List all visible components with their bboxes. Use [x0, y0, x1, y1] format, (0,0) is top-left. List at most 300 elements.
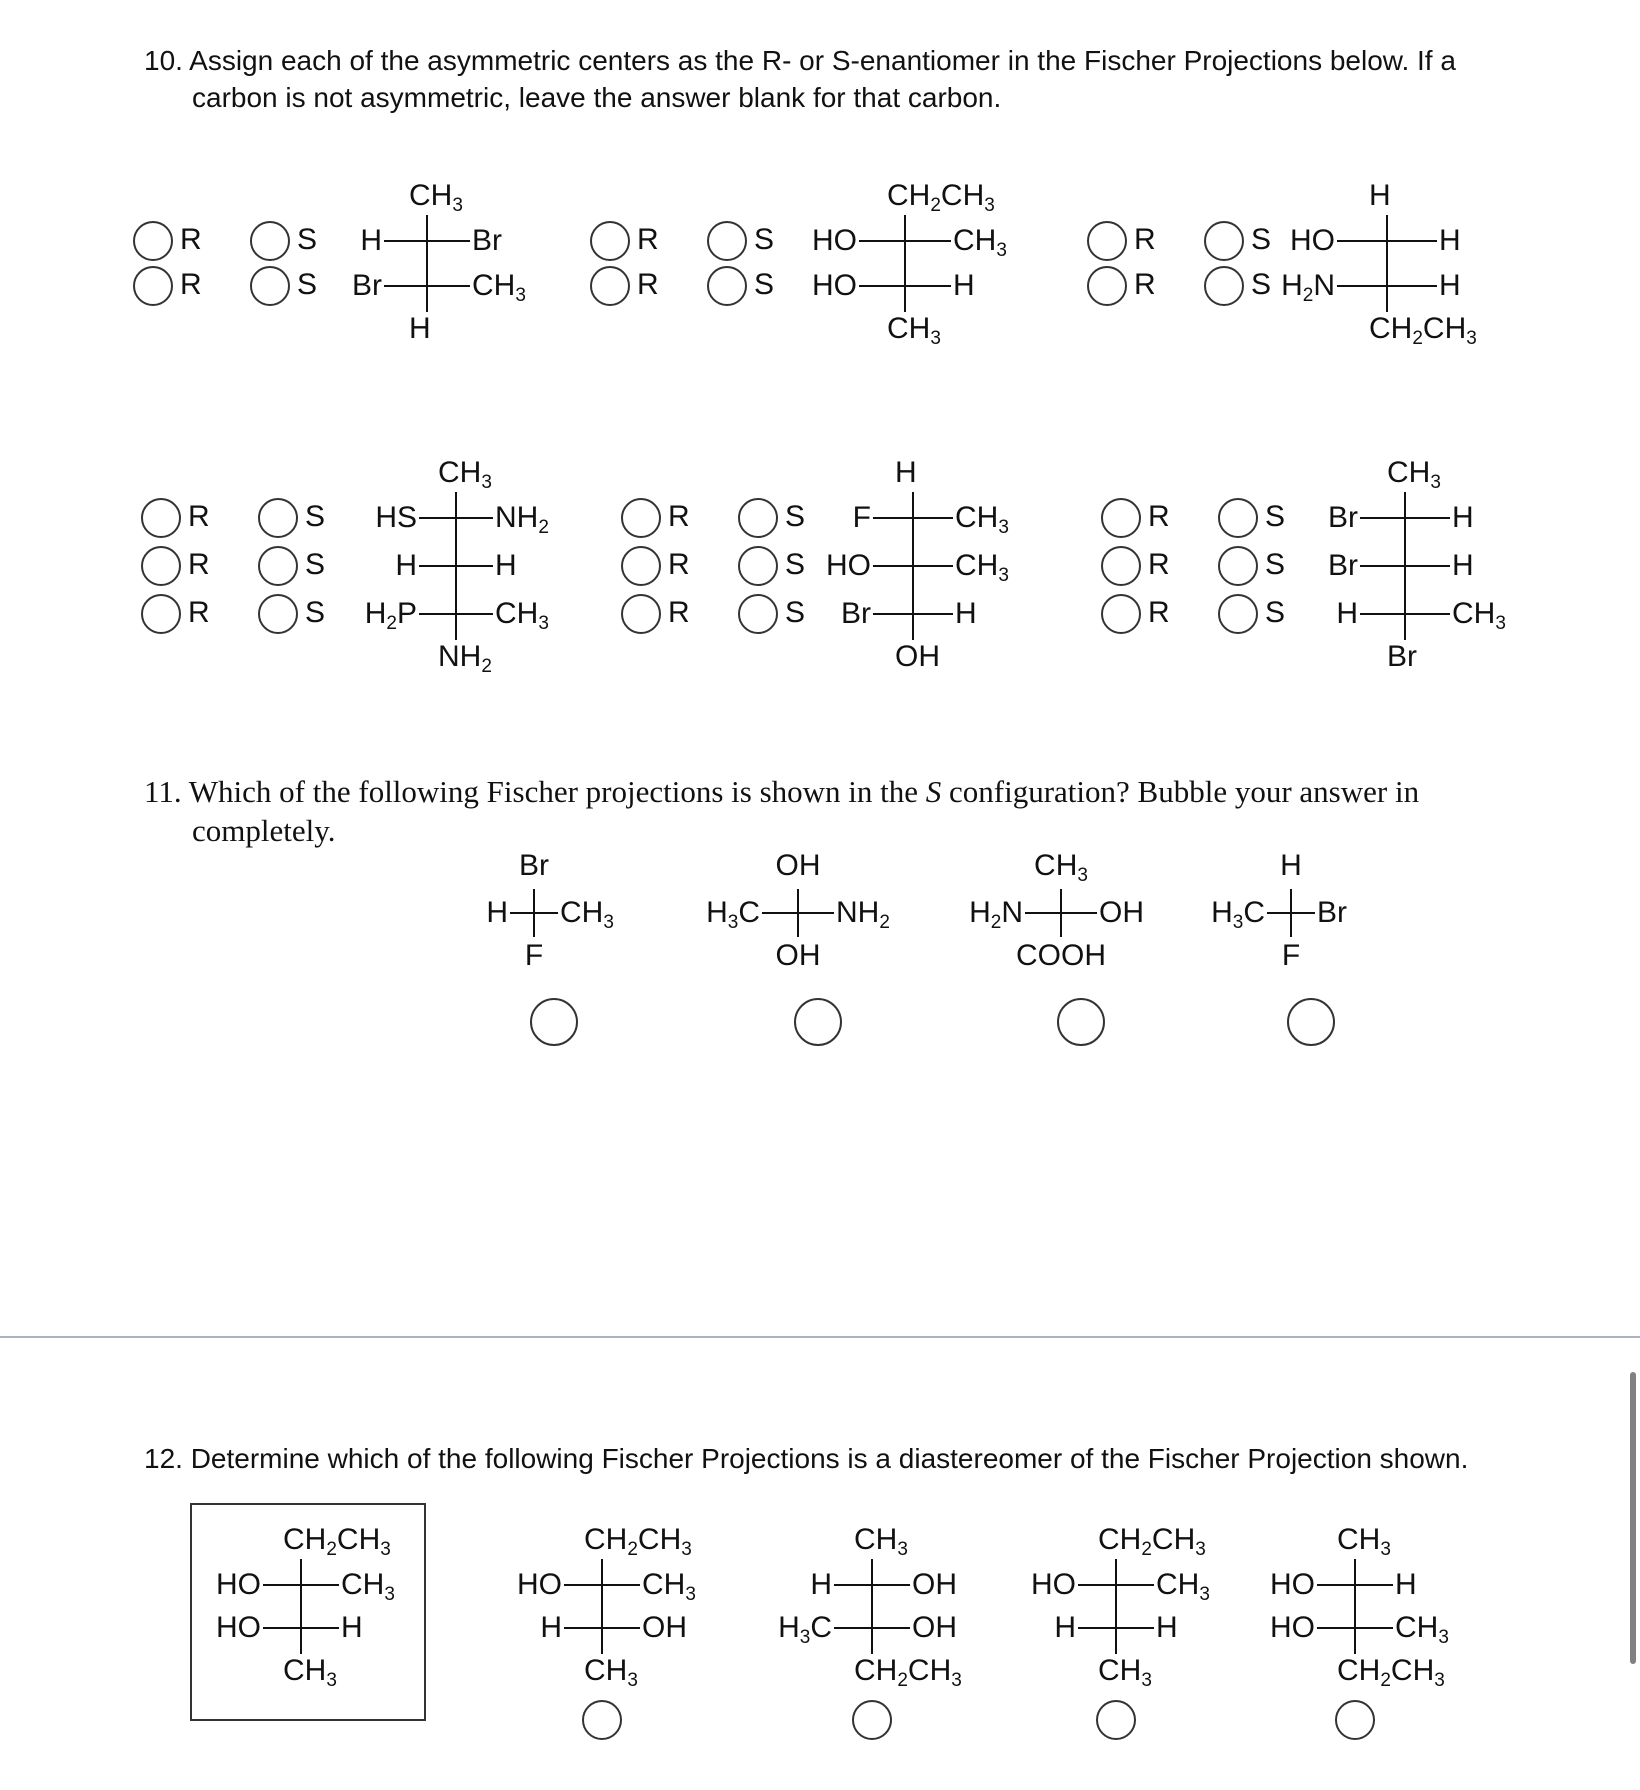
- left-group: HO: [1290, 224, 1335, 257]
- right-group: [1439, 226, 1461, 256]
- right-group: [953, 224, 1007, 261]
- bottom-group: [887, 312, 941, 349]
- subscript: 2: [326, 1539, 337, 1560]
- formula-part: NH: [495, 501, 539, 534]
- question-12-prompt: 12. Determine which of the following Fischer Projections is a diastereomer of the Fischer Projection shown.: [144, 1443, 1469, 1474]
- left-group: HO: [1270, 1568, 1315, 1601]
- horizontal-bond: [263, 1584, 339, 1586]
- q11-answer-bubble-1[interactable]: [530, 998, 578, 1046]
- option-r-label: R: [180, 223, 202, 256]
- formula-part: H: [955, 597, 977, 630]
- top-group: [854, 1523, 908, 1560]
- horizontal-bond: [1317, 1627, 1393, 1629]
- question-11-line-1-end: configuration? Bubble your answer in: [941, 774, 1420, 809]
- bottom-group: [584, 1654, 638, 1691]
- option-r-bubble[interactable]: [621, 546, 661, 586]
- subscript: 3: [380, 1539, 391, 1560]
- option-s-bubble[interactable]: [258, 498, 298, 538]
- left-group: HS: [375, 501, 417, 534]
- formula-part: H: [1281, 269, 1303, 302]
- left-group: HO: [517, 1568, 562, 1601]
- subscript: 2: [1141, 1539, 1152, 1560]
- subscript: 2: [930, 195, 941, 216]
- formula-part: CH: [1337, 1654, 1381, 1687]
- option-r-label: R: [180, 268, 202, 301]
- subscript: 3: [1380, 1539, 1391, 1560]
- right-group: [495, 551, 517, 581]
- subscript: 3: [998, 565, 1009, 586]
- top-group: [438, 456, 492, 493]
- left-group: H: [486, 896, 508, 929]
- option-s-bubble[interactable]: [1218, 594, 1258, 634]
- option-r-label: R: [668, 548, 690, 581]
- formula-part: CH: [283, 1523, 327, 1556]
- formula-part: N: [1313, 269, 1335, 302]
- formula-part: NH: [438, 640, 482, 673]
- top-group: [409, 179, 463, 216]
- right-group: [955, 501, 1009, 538]
- left-group: HO: [1270, 1611, 1315, 1644]
- formula-part: Br: [1317, 896, 1347, 929]
- option-s-label: S: [1265, 500, 1286, 533]
- subscript: 2: [1412, 328, 1423, 349]
- formula-part: CH: [1034, 849, 1078, 882]
- right-group: [642, 1568, 696, 1605]
- right-group: [912, 1613, 957, 1643]
- right-group: [495, 597, 549, 634]
- question-10-line-1: 10. Assign each of the asymmetric centers as the R- or S-enantiomer in the Fischer Projections below. If a: [144, 45, 1456, 76]
- right-group: [1452, 551, 1474, 581]
- option-r-bubble[interactable]: [621, 498, 661, 538]
- option-r-bubble[interactable]: [133, 221, 173, 261]
- formula-part: H: [1395, 1568, 1417, 1601]
- option-s-label: S: [297, 223, 318, 256]
- top-group: [584, 1523, 692, 1560]
- right-group: [341, 1613, 363, 1643]
- question-12-text: [144, 1440, 1594, 1477]
- option-r-label: R: [188, 548, 210, 581]
- option-s-bubble[interactable]: [250, 266, 290, 306]
- option-s-bubble[interactable]: [707, 266, 747, 306]
- option-r-label: R: [188, 596, 210, 629]
- option-s-label: S: [785, 548, 806, 581]
- subscript: 2: [538, 517, 549, 538]
- formula-part: H: [1156, 1611, 1178, 1644]
- right-group: [1439, 271, 1461, 301]
- right-group: [1395, 1570, 1417, 1600]
- subscript: 3: [1495, 613, 1506, 634]
- horizontal-bond: [1078, 1584, 1154, 1586]
- formula-part: Br: [472, 224, 502, 257]
- subscript: 2: [1302, 285, 1314, 306]
- bottom-group: [854, 1654, 962, 1691]
- right-group: [642, 1613, 687, 1643]
- formula-part: CH: [1387, 456, 1431, 489]
- option-r-bubble[interactable]: [590, 266, 630, 306]
- subscript: 3: [1232, 912, 1244, 933]
- bottom-group: [438, 640, 492, 677]
- option-s-label: S: [305, 500, 326, 533]
- q11-answer-bubble-4[interactable]: [1287, 998, 1335, 1046]
- formula-part: CH: [1390, 1654, 1435, 1687]
- right-group: [472, 226, 502, 256]
- subscript: 2: [990, 912, 1002, 933]
- formula-part: H: [778, 1611, 800, 1644]
- subscript: 2: [627, 1539, 638, 1560]
- formula-part: H: [1439, 269, 1461, 302]
- vertical-bond: [1386, 215, 1388, 312]
- formula-part: CH: [854, 1523, 898, 1556]
- top-group: [283, 1523, 391, 1560]
- option-r-bubble[interactable]: [1101, 546, 1141, 586]
- option-s-bubble[interactable]: [1204, 266, 1244, 306]
- vertical-bond: [871, 1559, 873, 1654]
- left-group: H: [540, 1611, 562, 1644]
- subscript: 3: [538, 613, 549, 634]
- subscript: 3: [1466, 328, 1477, 349]
- option-s-label: S: [297, 268, 318, 301]
- subscript: 3: [452, 195, 463, 216]
- right-group: [1395, 1611, 1449, 1648]
- left-group: Br: [1328, 549, 1358, 582]
- option-s-label: S: [305, 548, 326, 581]
- question-11-line-1: 11. Which of the following Fischer projections is shown in the: [144, 774, 926, 809]
- q12-answer-bubble-1[interactable]: [582, 1700, 622, 1740]
- question-11-line-2: completely.: [192, 813, 336, 848]
- option-s-bubble[interactable]: [1218, 498, 1258, 538]
- vertical-bond: [300, 1559, 302, 1654]
- left-group: H: [1336, 597, 1358, 630]
- option-s-label: S: [785, 596, 806, 629]
- top-group: OH: [775, 849, 821, 882]
- top-group: H: [1280, 849, 1302, 882]
- formula-part: CH: [1151, 1523, 1196, 1556]
- formula-part: CH: [409, 179, 453, 212]
- formula-part: H: [1369, 179, 1391, 212]
- formula-part: CH: [472, 269, 516, 302]
- left-group: Br: [841, 597, 871, 630]
- option-r-label: R: [637, 268, 659, 301]
- scrollbar[interactable]: [1630, 1372, 1636, 1664]
- formula-part: H: [364, 597, 387, 630]
- subscript: 3: [930, 328, 941, 349]
- option-r-bubble[interactable]: [1101, 594, 1141, 634]
- top-group: [1387, 456, 1441, 493]
- left-group: H: [810, 1568, 832, 1601]
- right-group: [955, 599, 977, 629]
- top-group: [1337, 1523, 1391, 1560]
- formula-part: P: [396, 597, 417, 630]
- formula-part: N: [1001, 896, 1023, 929]
- formula-part: CH: [584, 1523, 628, 1556]
- formula-part: CH: [1337, 1523, 1381, 1556]
- left-group: [1281, 269, 1335, 306]
- left-group: H: [360, 224, 382, 257]
- q12-answer-bubble-4[interactable]: [1335, 1700, 1375, 1740]
- formula-part: NH: [836, 896, 880, 929]
- bottom-group: [1369, 312, 1477, 349]
- formula-part: CH: [283, 1654, 327, 1687]
- bottom-group: F: [1281, 939, 1301, 972]
- option-s-bubble[interactable]: [258, 594, 298, 634]
- subscript: 3: [897, 1539, 908, 1560]
- formula-part: CH: [940, 179, 985, 212]
- option-s-label: S: [1265, 548, 1286, 581]
- subscript: 2: [1380, 1670, 1391, 1691]
- left-group: HO: [812, 224, 857, 257]
- subscript: 3: [799, 1627, 811, 1648]
- section-divider: [0, 1336, 1640, 1338]
- formula-part: CH: [1422, 312, 1467, 345]
- bottom-group: COOH: [1016, 939, 1106, 972]
- bottom-group: [895, 642, 940, 672]
- formula-part: H: [409, 312, 431, 345]
- right-group: [495, 501, 549, 538]
- bottom-group: [1387, 642, 1417, 672]
- left-group: HO: [216, 1611, 261, 1644]
- formula-part: CH: [637, 1523, 682, 1556]
- formula-part: H: [341, 1611, 363, 1644]
- vertical-bond: [426, 215, 428, 312]
- vertical-bond: [1115, 1559, 1117, 1654]
- left-group: [706, 896, 760, 933]
- left-group: HO: [1031, 1568, 1076, 1601]
- formula-part: OH: [912, 1568, 957, 1601]
- option-r-bubble[interactable]: [133, 266, 173, 306]
- subscript: 3: [984, 195, 995, 216]
- left-group: Br: [352, 269, 382, 302]
- option-r-label: R: [1134, 268, 1156, 301]
- formula-part: CH: [584, 1654, 628, 1687]
- formula-part: H: [706, 896, 728, 929]
- horizontal-bond: [859, 240, 951, 242]
- horizontal-bond: [419, 565, 493, 567]
- right-group: [1317, 898, 1347, 928]
- option-r-bubble[interactable]: [1101, 498, 1141, 538]
- horizontal-bond: [873, 517, 953, 519]
- horizontal-bond: [419, 517, 493, 519]
- formula-part: CH: [1098, 1523, 1142, 1556]
- option-s-label: S: [754, 223, 775, 256]
- formula-part: H: [895, 456, 917, 489]
- option-r-label: R: [1148, 500, 1170, 533]
- subscript: 3: [1430, 472, 1441, 493]
- horizontal-bond: [859, 285, 951, 287]
- formula-part: C: [810, 1611, 832, 1644]
- horizontal-bond: [1360, 517, 1450, 519]
- option-s-label: S: [1251, 223, 1272, 256]
- horizontal-bond: [873, 565, 953, 567]
- formula-part: CH: [560, 896, 604, 929]
- bottom-group: [1337, 1654, 1445, 1691]
- bottom-group: F: [524, 939, 544, 972]
- formula-part: CH: [1452, 597, 1496, 630]
- vertical-bond: [1354, 1559, 1356, 1654]
- subscript: 3: [384, 1584, 395, 1605]
- right-group: [1099, 898, 1144, 928]
- horizontal-bond: [564, 1584, 640, 1586]
- subscript: 3: [481, 472, 492, 493]
- subscript: 3: [998, 517, 1009, 538]
- formula-part: CH: [495, 597, 539, 630]
- right-group: [912, 1570, 957, 1600]
- left-group: Br: [1328, 501, 1358, 534]
- left-group: H: [1054, 1611, 1076, 1644]
- subscript: 2: [879, 912, 890, 933]
- question-10-text: [144, 42, 1544, 116]
- left-group: [969, 896, 1023, 933]
- formula-part: H: [495, 549, 517, 582]
- option-s-bubble[interactable]: [738, 546, 778, 586]
- formula-part: CH: [1395, 1611, 1439, 1644]
- formula-part: CH: [642, 1568, 686, 1601]
- horizontal-bond: [1337, 285, 1437, 287]
- horizontal-bond: [419, 613, 493, 615]
- formula-part: CH: [438, 456, 482, 489]
- q11-answer-bubble-3[interactable]: [1057, 998, 1105, 1046]
- right-group: [1156, 1613, 1178, 1643]
- horizontal-bond: [263, 1627, 339, 1629]
- formula-part: H: [969, 896, 991, 929]
- horizontal-bond: [873, 613, 953, 615]
- option-s-bubble[interactable]: [1204, 221, 1244, 261]
- left-group: HO: [812, 269, 857, 302]
- right-group: [341, 1568, 395, 1605]
- formula-part: Br: [1387, 640, 1417, 673]
- formula-part: H: [1211, 896, 1233, 929]
- left-group: HO: [216, 1568, 261, 1601]
- option-s-bubble[interactable]: [1218, 546, 1258, 586]
- formula-part: CH: [887, 179, 931, 212]
- subscript: 3: [1195, 1539, 1206, 1560]
- horizontal-bond: [1337, 240, 1437, 242]
- option-s-label: S: [1265, 596, 1286, 629]
- formula-part: CH: [955, 549, 999, 582]
- subscript: 3: [1141, 1670, 1152, 1691]
- option-r-bubble[interactable]: [621, 594, 661, 634]
- option-r-bubble[interactable]: [141, 546, 181, 586]
- subscript: 3: [1199, 1584, 1210, 1605]
- option-s-bubble[interactable]: [738, 594, 778, 634]
- left-group: [778, 1611, 832, 1648]
- formula-part: OH: [912, 1611, 957, 1644]
- subscript: 3: [681, 1539, 692, 1560]
- option-r-bubble[interactable]: [141, 498, 181, 538]
- q12-answer-bubble-3[interactable]: [1096, 1700, 1136, 1740]
- subscript: 3: [1077, 865, 1088, 886]
- horizontal-bond: [384, 240, 470, 242]
- option-r-bubble[interactable]: [141, 594, 181, 634]
- right-group: [1452, 597, 1506, 634]
- bottom-group: [409, 314, 431, 344]
- right-group: [955, 549, 1009, 586]
- formula-part: CH: [953, 224, 997, 257]
- formula-part: CH: [336, 1523, 381, 1556]
- left-group: [1211, 896, 1265, 933]
- subscript: 2: [386, 613, 397, 634]
- horizontal-bond: [1078, 1627, 1154, 1629]
- vertical-bond: [904, 215, 906, 312]
- formula-part: CH: [907, 1654, 952, 1687]
- left-group: HO: [826, 549, 871, 582]
- formula-part: CH: [1098, 1654, 1142, 1687]
- horizontal-bond: [834, 1584, 910, 1586]
- top-group: [1034, 849, 1088, 886]
- option-s-bubble[interactable]: [250, 221, 290, 261]
- option-r-label: R: [1148, 548, 1170, 581]
- question-11-config-letter: S: [925, 774, 942, 809]
- subscript: 3: [996, 240, 1007, 261]
- option-s-bubble[interactable]: [738, 498, 778, 538]
- option-r-label: R: [1134, 223, 1156, 256]
- formula-part: C: [738, 896, 760, 929]
- option-s-label: S: [754, 268, 775, 301]
- top-group: [1369, 181, 1391, 211]
- right-group: [1452, 503, 1474, 533]
- right-group: [560, 896, 614, 933]
- right-group: [953, 271, 975, 301]
- horizontal-bond: [384, 285, 470, 287]
- subscript: 3: [326, 1670, 337, 1691]
- subscript: 3: [515, 285, 526, 306]
- horizontal-bond: [1317, 1584, 1393, 1586]
- horizontal-bond: [1360, 613, 1450, 615]
- option-s-bubble[interactable]: [258, 546, 298, 586]
- left-group: [364, 597, 417, 634]
- bottom-group: [283, 1654, 337, 1691]
- top-group: Br: [519, 849, 549, 882]
- subscript: 3: [603, 912, 614, 933]
- top-group: [887, 179, 995, 216]
- horizontal-bond: [564, 1627, 640, 1629]
- option-r-bubble[interactable]: [1087, 221, 1127, 261]
- q11-answer-bubble-2[interactable]: [794, 998, 842, 1046]
- subscript: 3: [951, 1670, 962, 1691]
- formula-part: H: [953, 269, 975, 302]
- question-11-text: [144, 772, 1544, 850]
- horizontal-bond: [1025, 912, 1097, 914]
- subscript: 3: [685, 1584, 696, 1605]
- right-group: [836, 896, 890, 933]
- option-s-label: S: [785, 500, 806, 533]
- formula-part: CH: [341, 1568, 385, 1601]
- option-r-bubble[interactable]: [1087, 266, 1127, 306]
- option-r-label: R: [668, 500, 690, 533]
- option-r-label: R: [637, 223, 659, 256]
- top-group: [1098, 1523, 1206, 1560]
- formula-part: H: [1452, 501, 1474, 534]
- option-s-label: S: [1251, 268, 1272, 301]
- formula-part: C: [1243, 896, 1265, 929]
- left-group: F: [852, 501, 871, 534]
- option-r-bubble[interactable]: [590, 221, 630, 261]
- question-10-line-2: carbon is not asymmetric, leave the answer blank for that carbon.: [192, 82, 1002, 113]
- formula-part: OH: [1099, 896, 1144, 929]
- option-r-label: R: [668, 596, 690, 629]
- bottom-group: OH: [775, 939, 821, 972]
- formula-part: CH: [854, 1654, 898, 1687]
- right-group: [472, 269, 526, 306]
- option-s-bubble[interactable]: [707, 221, 747, 261]
- option-s-label: S: [305, 596, 326, 629]
- horizontal-bond: [1267, 912, 1315, 914]
- q12-answer-bubble-2[interactable]: [852, 1700, 892, 1740]
- formula-part: OH: [895, 640, 940, 673]
- formula-part: CH: [887, 312, 931, 345]
- formula-part: OH: [642, 1611, 687, 1644]
- subscript: 3: [627, 1670, 638, 1691]
- option-r-label: R: [1148, 596, 1170, 629]
